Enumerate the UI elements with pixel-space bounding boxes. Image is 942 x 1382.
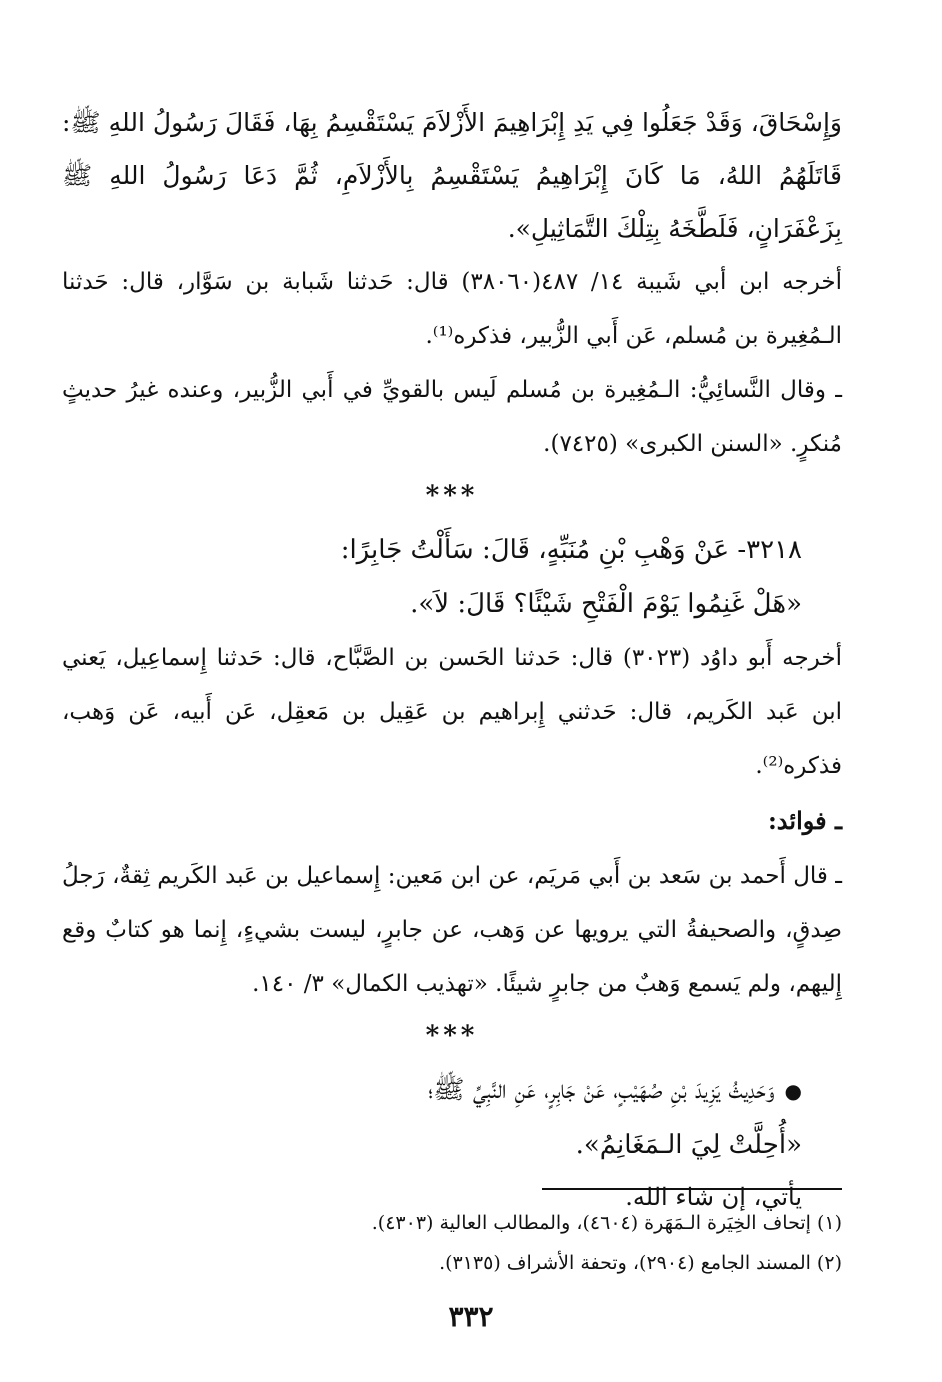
footnote-2: (٢) المسند الجامع (٢٩٠٤)، وتحفة الأشراف (٣١٣٥).	[439, 1252, 842, 1274]
page-number: ٣٣٢	[448, 1300, 494, 1333]
footnotes	[62, 1203, 842, 1283]
hadith-3218-matn: «هَلْ غَنِمُوا يَوْمَ الْفَتْحِ شَيْئًا؟ قَالَ: لاَ».	[410, 589, 802, 619]
bullet-text: وَحَدِيثُ يَزِيدَ بْنِ صُهَيْبٍ، عَنْ جَابِرٍ، عَنِ النَّبِيِّ ﷺ؛	[427, 1075, 775, 1105]
bullet-hadith-line-2: «أُحِلَّتْ لِيَ الـمَغَانِمُ».	[575, 1130, 802, 1160]
nasai-comment-paragraph: ـ وقال النَّسائِيُّ: الـمُغِيرة بن مُسلم لَيس بالقويِّ في أَبي الزُّبير، وعنده غيرُ حديثٍ مُنكرٍ. «السنن الكبرى» (٧٤٢٥).	[62, 377, 842, 457]
takhrij-paragraph-2: أخرجه أَبو داوُد (٣٠٢٣) قال: حَدثنا الحَسن بن الصَّبَّاح، قال: حَدثنا إِسماعِيل، يَعني ابن عَبد الكَريم، قال: حَدثني إِبراهيم بن عَقِيل بن مَعقِل، عَن أَبيه، عَن وَهب، فذكره⁽²⁾.	[62, 645, 842, 779]
hadith-3218-isnad: ٣٢١٨- عَنْ وَهْبِ بْنِ مُنَبِّهٍ، قَالَ: سَأَلْتُ جَابِرًا:	[340, 535, 802, 565]
footnote-1: (١) إتحاف الخِيَرة الـمَهَرة (٤٦٠٤)، والمطالب العالية (٤٣٠٣).	[371, 1212, 842, 1234]
benefits-heading: ـ فوائد:	[767, 806, 842, 835]
benefits-paragraph: ـ قال أَحمد بن سَعد بن أَبي مَريَم، عن ابن مَعين: إِسماعيل بن عَبد الكَريم ثِقةٌ، رَجلُ صِدقٍ، والصحيفةُ التي يرويها عن وَهب، عن جابرٍ، ليست بشيءٍ، إِنما هو كتابٌ وقع إِليهم، ولم يَسمع وَهبٌ من جابرٍ شيئًا. «تهذيب الكمال» ٣/ ١٤٠.	[62, 863, 842, 997]
footnote-divider	[542, 1188, 842, 1190]
bullet-hadith-line-1	[62, 1063, 842, 1118]
takhrij-paragraph-1: أخرجه ابن أبي شَيبة ١٤/ ٤٨٧(٣٨٠٦٠) قال: حَدثنا شَبابة بن سَوَّار، قال: حَدثنا الـمُغِيرة بن مُسلم، عَن أَبي الزُّبير، فذكره⁽¹⁾.	[62, 269, 842, 349]
bullet-icon: ●	[784, 1079, 802, 1103]
section-separator-stars: ***	[425, 481, 479, 511]
section-separator-stars: ***	[425, 1021, 479, 1051]
forthcoming-note: يأتي، إن شاء الله.	[625, 1183, 802, 1211]
hadith-continuation-text: وَإِسْحَاقَ، وَقَدْ جَعَلُوا فِي يَدِ إِبْرَاهِيمَ الأَزْلاَمَ يَسْتَقْسِمُ بِهَا، فَقَالَ رَسُولُ اللهِ ﷺ: قَاتَلَهُمُ اللهُ، مَا كَانَ إِبْرَاهِيمُ يَسْتَقْسِمُ بِالأَزْلاَمِ، ثُمَّ دَعَا رَسُولُ اللهِ ﷺ بِزَعْفَرَانٍ، فَلَطَّخَهُ بِتِلْكَ التَّمَاثِيلِ».	[62, 108, 842, 243]
